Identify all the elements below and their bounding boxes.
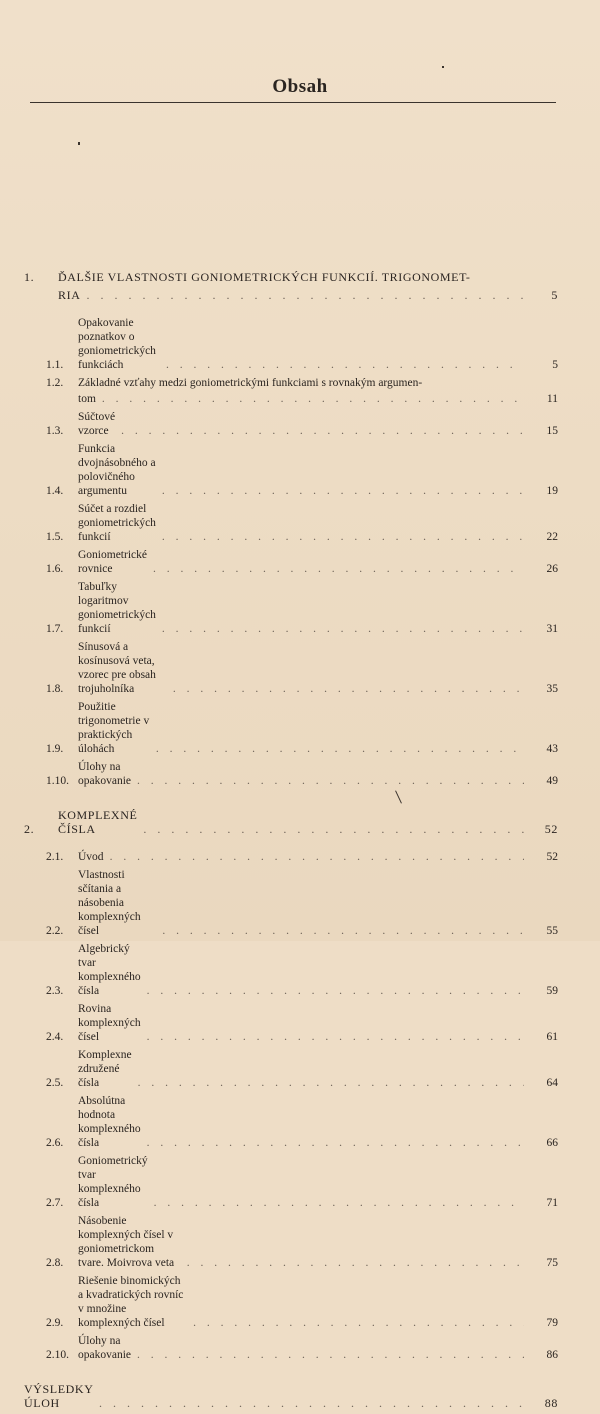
toc-section-1-8[interactable]	[24, 640, 558, 696]
chapter-title: KOMPLEXNÉ ČÍSLA	[58, 808, 138, 836]
section-title: Komplexne združené čísla	[78, 1049, 132, 1089]
section-title: Sínusová a kosínusová veta, vzorec pre obsah trojuholníka	[78, 641, 156, 695]
page-number: 79	[546, 1317, 558, 1329]
page-number: 11	[546, 393, 558, 405]
page-number: 59	[546, 985, 558, 997]
section-title: Rovina komplexných čísel	[78, 1003, 141, 1043]
print-speck	[78, 142, 80, 145]
section-title: Násobenie komplexných čísel v goniometrickom tvare. Moivrova veta	[78, 1215, 175, 1269]
section-number: 1.8.	[46, 683, 64, 695]
section-number: 2.1.	[46, 851, 64, 863]
toc-section-2-8[interactable]	[24, 1214, 558, 1270]
toc-section-2-2[interactable]	[24, 868, 558, 938]
section-title: Goniometrické rovnice	[78, 549, 147, 575]
section-title: Opakovanie poznatkov o goniometrických funkciách	[78, 317, 156, 371]
toc-section-2-7[interactable]	[24, 1154, 558, 1210]
section-number: 2.2.	[46, 925, 64, 937]
leader-dots	[86, 288, 524, 302]
section-title: Funkcia dvojnásobného a polovičného argumentu	[78, 443, 156, 497]
section-title: Úlohy na opakovanie	[78, 761, 132, 787]
chapter-number: 1.	[24, 270, 35, 284]
toc-section-1-4[interactable]	[24, 442, 558, 498]
toc-section-1-2-cont[interactable]	[24, 392, 558, 406]
section-title: Algebrický tvar komplexného čísla	[78, 943, 141, 997]
section-number: 1.6.	[46, 563, 64, 575]
toc-section-2-1[interactable]	[24, 850, 558, 864]
section-title: Úvod	[78, 851, 104, 863]
toc-section-1-10[interactable]	[24, 760, 558, 788]
page-number: 71	[546, 1197, 558, 1209]
section-number: 2.4.	[46, 1031, 64, 1043]
toc-section-1-2[interactable]	[24, 376, 558, 390]
section-number: 1.3.	[46, 425, 64, 437]
print-speck	[442, 66, 444, 68]
toc-section-2-3[interactable]	[24, 942, 558, 998]
toc-results[interactable]	[24, 1382, 558, 1410]
page-number: 22	[546, 531, 558, 543]
toc-section-2-4[interactable]	[24, 1002, 558, 1044]
section-number: 1.10.	[46, 775, 69, 787]
chapter-number: 2.	[24, 822, 35, 836]
toc-section-1-5[interactable]	[24, 502, 558, 544]
section-number: 2.3.	[46, 985, 64, 997]
page-number: 26	[546, 563, 558, 575]
section-title: Goniometrický tvar komplexného čísla	[78, 1155, 148, 1209]
page-number: 52	[546, 851, 558, 863]
toc-section-2-5[interactable]	[24, 1048, 558, 1090]
results-title: VÝSLEDKY ÚLOH	[24, 1382, 94, 1410]
section-title: Riešenie binomických a kvadratických rovníc v množine komplexných čísel	[78, 1275, 184, 1329]
toc-chapter-2[interactable]	[24, 808, 558, 836]
page-number: 75	[546, 1257, 558, 1269]
section-number: 1.5.	[46, 531, 64, 543]
section-number: 2.5.	[46, 1077, 64, 1089]
section-number: 1.9.	[46, 743, 64, 755]
section-number: 2.6.	[46, 1137, 64, 1149]
toc-section-1-6[interactable]	[24, 548, 558, 576]
page-number: 61	[546, 1031, 558, 1043]
page-number: 19	[546, 485, 558, 497]
title-rule	[30, 102, 556, 103]
toc-section-2-9[interactable]	[24, 1274, 558, 1330]
page-number: 15	[546, 425, 558, 437]
page-number: 88	[544, 1396, 558, 1410]
toc-section-2-10[interactable]	[24, 1334, 558, 1362]
page-title: Obsah	[272, 76, 328, 97]
section-number: 1.1.	[46, 359, 64, 371]
toc-section-1-3[interactable]	[24, 410, 558, 438]
section-title: Súčtové vzorce	[78, 411, 116, 437]
toc-section-1-1[interactable]	[24, 316, 558, 372]
page-number: 49	[546, 775, 558, 787]
section-title: Súčet a rozdiel goniometrických funkcií	[78, 503, 156, 543]
chapter-title-cont: RIA	[58, 288, 81, 302]
section-number: 1.4.	[46, 485, 64, 497]
page-number: 43	[546, 743, 558, 755]
section-number: 2.7.	[46, 1197, 64, 1209]
page-number: 35	[546, 683, 558, 695]
section-number: 2.8.	[46, 1257, 64, 1269]
section-title: Absolútna hodnota komplexného čísla	[78, 1095, 141, 1149]
section-title: Tabuľky logaritmov goniometrických funkcií	[78, 581, 156, 635]
table-of-contents	[24, 270, 558, 1414]
section-title: Vlastnosti sčítania a násobenia komplexných čísel	[78, 869, 141, 937]
toc-section-2-6[interactable]	[24, 1094, 558, 1150]
section-title: Základné vzťahy medzi goniometrickými funkciami s rovnakým argumen-	[78, 377, 423, 389]
page-number: 52	[544, 822, 558, 836]
section-number: 2.9.	[46, 1317, 64, 1329]
toc-section-1-7[interactable]	[24, 580, 558, 636]
toc-chapter-1-cont[interactable]	[24, 288, 558, 302]
section-number: 1.2.	[46, 377, 64, 389]
page-number: 31	[546, 623, 558, 635]
page-number: 5	[552, 359, 558, 371]
section-number: 1.7.	[46, 623, 64, 635]
page-number: 5	[551, 288, 558, 302]
section-number: 2.10.	[46, 1349, 69, 1361]
page-number: 66	[546, 1137, 558, 1149]
page-number: 86	[546, 1349, 558, 1361]
section-title: Úlohy na opakovanie	[78, 1335, 132, 1361]
chapter-title: ĎALŠIE VLASTNOSTI GONIOMETRICKÝCH FUNKCIÍ. TRIGONOMET-	[58, 270, 471, 284]
section-title-cont: tom	[78, 393, 96, 405]
section-title: Použitie trigonometrie v praktických úlohách	[78, 701, 150, 755]
page-number: 55	[546, 925, 558, 937]
toc-section-1-9[interactable]	[24, 700, 558, 756]
toc-chapter-1[interactable]	[24, 270, 558, 284]
page-number: 64	[546, 1077, 558, 1089]
